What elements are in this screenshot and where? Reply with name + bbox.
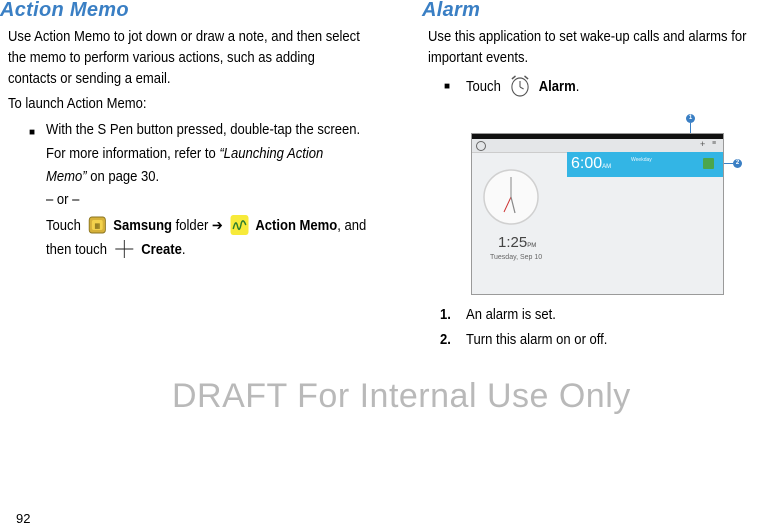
alarm-intro-line-1: Use this application to set wake-up calls and alarms for bbox=[428, 29, 747, 45]
bullet-text: With the S Pen button pressed, double-tap the screen. bbox=[46, 122, 361, 138]
analog-clock-icon bbox=[482, 167, 540, 227]
alarm-intro-line-2: important events. bbox=[428, 50, 529, 66]
action-memo-icon bbox=[230, 215, 248, 235]
item-1-number: 1. bbox=[440, 307, 451, 323]
item-2-number: 2. bbox=[440, 332, 451, 348]
alarm-toggle-icon[interactable] bbox=[703, 158, 714, 169]
intro-line-2: the memo to perform various actions, such as adding bbox=[8, 50, 315, 66]
samsung-folder-icon bbox=[88, 215, 106, 235]
item-2-text: Turn this alarm on or off. bbox=[466, 332, 608, 348]
draft-watermark: DRAFT For Internal Use Only bbox=[172, 377, 631, 415]
ref-line: Memo” on page 30. bbox=[46, 169, 160, 185]
intro-line-1: Use Action Memo to jot down or draw a note, and then select bbox=[8, 29, 360, 45]
app-alarm-icon bbox=[476, 141, 486, 151]
launch-label: To launch Action Memo: bbox=[8, 96, 147, 112]
or-separator: – or – bbox=[46, 192, 80, 208]
touch-alarm-line: Touch Alarm. bbox=[466, 73, 579, 99]
digital-time: 1:25PM bbox=[498, 234, 537, 251]
alarm-clock-icon bbox=[508, 73, 531, 99]
page-number: 92 bbox=[16, 511, 31, 526]
then-touch-line: then touch Create. bbox=[46, 239, 185, 261]
alarm-label: Weekday bbox=[631, 157, 652, 163]
callout-1: 1 bbox=[686, 114, 695, 123]
bullet-square-icon: ■ bbox=[444, 81, 451, 92]
bullet-square-icon: ■ bbox=[29, 127, 36, 138]
section-title-alarm: Alarm bbox=[422, 0, 481, 21]
alarm-time: 6:00AM bbox=[571, 155, 612, 172]
svg-text:▦: ▦ bbox=[94, 222, 101, 231]
action-bar bbox=[472, 139, 723, 153]
callout-2: 2 bbox=[733, 159, 742, 168]
date-label: Tuesday, Sep 10 bbox=[490, 254, 543, 261]
menu-icon[interactable]: ≡ bbox=[712, 140, 717, 147]
alarm-row[interactable] bbox=[567, 152, 723, 177]
create-plus-icon bbox=[114, 239, 134, 259]
item-1-text: An alarm is set. bbox=[466, 307, 556, 323]
more-info-line: For more information, refer to “Launching Action bbox=[46, 146, 324, 162]
intro-line-3: contacts or sending a email. bbox=[8, 71, 171, 87]
add-icon[interactable]: + bbox=[700, 139, 706, 149]
alarm-app-screenshot bbox=[471, 133, 724, 295]
section-title-action-memo: Action Memo bbox=[0, 0, 129, 21]
touch-samsung-line: Touch ▦ Samsung folder ➔ Action Memo, and bbox=[46, 215, 366, 237]
